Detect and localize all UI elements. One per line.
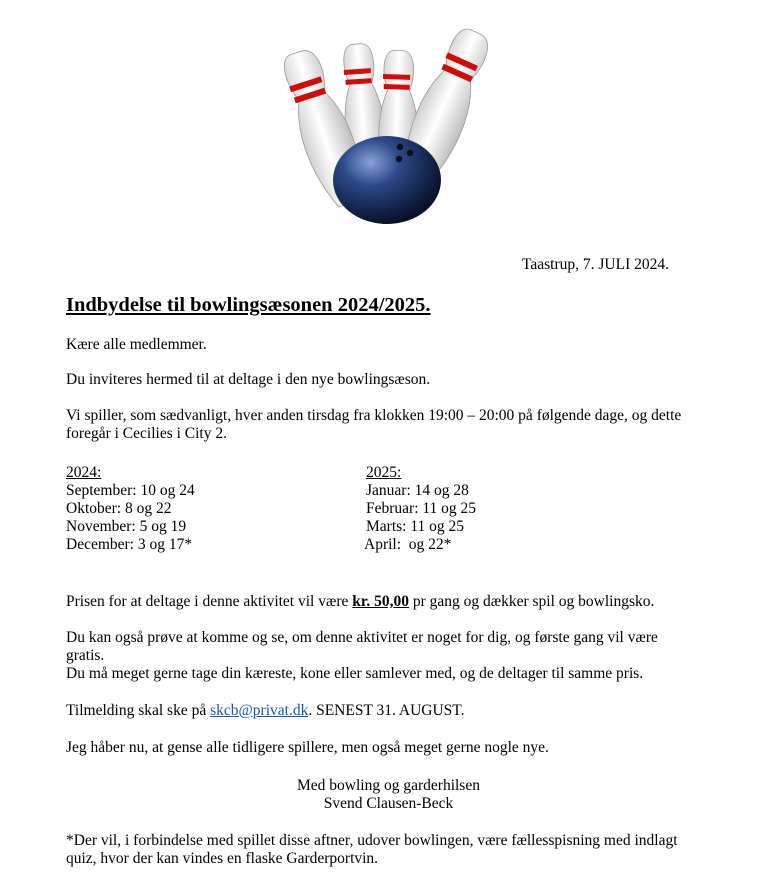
bowling-pins-and-ball-image [275,20,500,225]
schedule-row: Marts: 11 og 25 [366,518,465,535]
closing-greeting: Med bowling og garderhilsen [297,777,480,794]
schedule-row: Februar: 11 og 25 [366,500,477,517]
price-text [66,593,654,611]
schedule-year-2025: 2025: [366,464,402,481]
footnote-line-2: quiz, hvor der kan vindes en flaske Garderportvin. [66,850,379,867]
invite-text: Du inviteres hermed til at deltage i den nye bowlingsæson. [66,371,431,388]
bowling-ball [333,136,441,224]
schedule-row: November: 5 og 19 [66,518,187,535]
greeting: Kære alle medlemmer. [66,336,207,353]
schedule-row: September: 10 og 24 [66,482,195,499]
schedule-row: December: 3 og 17* [66,536,193,553]
hope-text: Jeg håber nu, at gense alle tidligere spillere, men også meget gerne nogle nye. [66,739,549,756]
signup-text-after: . SENEST 31. AUGUST. [308,702,465,719]
trial-line-1: Du kan også prøve at komme og se, om denne aktivitet er noget for dig, og første gang vil være [66,629,658,646]
schedule-row: April: og 22* [364,536,452,553]
schedule-row: Januar: 14 og 28 [366,482,469,499]
date-line: Taastrup, 7. JULI 2024. [522,256,670,273]
schedule-intro-line-2: foregår i Cecilies i City 2. [66,425,227,442]
price-text-after: pr gang og dækker spil og bowlingsko. [408,593,655,610]
schedule-intro-line-1: Vi spiller, som sædvanligt, hver anden tirsdag fra klokken 19:00 – 20:00 på følgende dage, og dette [66,407,682,424]
trial-line-3: Du må meget gerne tage din kæreste, kone eller samlever med, og de deltager til samme pris. [66,665,644,682]
schedule-year-2024: 2024: [66,464,102,481]
signup-text-before: Tilmelding skal ske på [66,702,211,719]
schedule-row: Oktober: 8 og 22 [66,500,172,517]
trial-line-2: gratis. [66,647,105,664]
price-text-before: Prisen for at deltage i denne aktivitet vil være [66,593,353,610]
signup-text [66,702,465,720]
signature-name: Svend Clausen-Beck [323,795,454,812]
price-amount: kr. 50,00 [352,593,409,610]
email-link[interactable]: skcb@privat.dk [210,702,309,719]
page-title: Indbydelse til bowlingsæsonen 2024/2025. [66,294,431,316]
footnote-line-1: *Der vil, i forbindelse med spillet disse aftner, udover bowlingen, være fællesspisning med indlagt [66,832,678,849]
